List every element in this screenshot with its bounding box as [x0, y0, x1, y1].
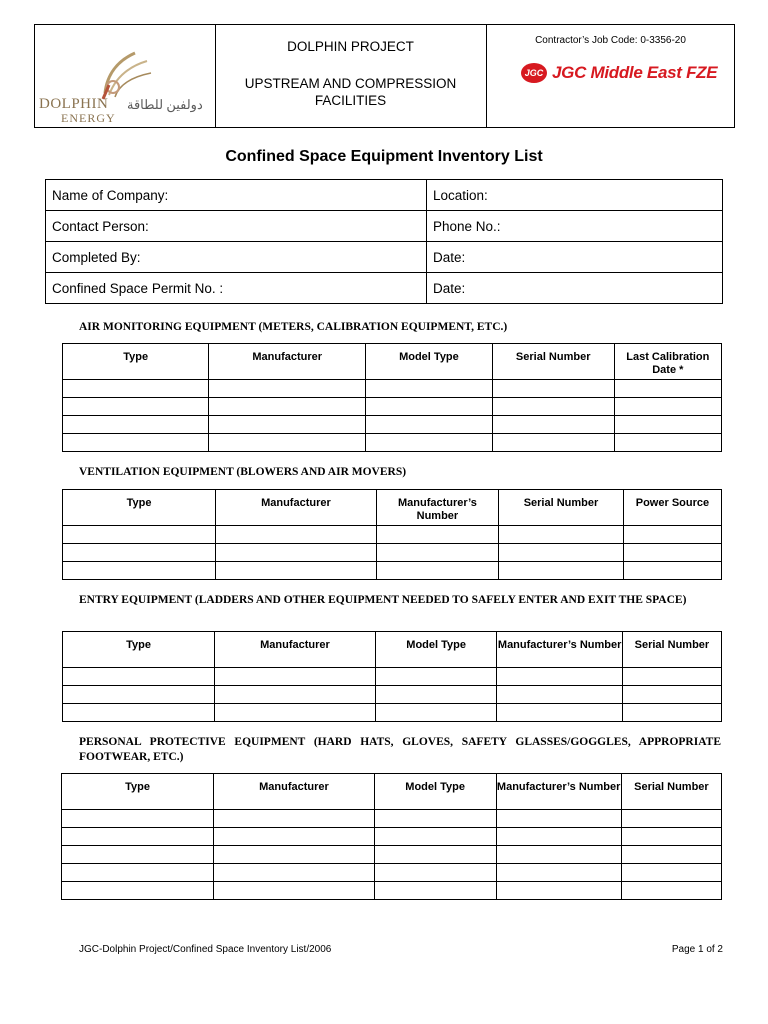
table-row [63, 380, 722, 398]
table-cell[interactable] [375, 686, 497, 704]
table-cell[interactable] [62, 846, 214, 864]
jgc-badge-icon: JGC [521, 63, 547, 83]
section-heading-entry: ENTRY EQUIPMENT (LADDERS AND OTHER EQUIPMENT NEEDED TO SAFELY ENTER AND EXIT THE SPACE) [79, 594, 687, 606]
column-header: Last Calibration Date * [614, 344, 721, 380]
table-row [62, 828, 722, 846]
table-cell[interactable] [366, 398, 493, 416]
column-header: Manufacturer’s Number [497, 632, 622, 668]
table-cell[interactable] [63, 526, 216, 544]
column-header: Manufacturer [216, 490, 377, 526]
table-cell[interactable] [209, 380, 366, 398]
table-cell[interactable] [496, 828, 621, 846]
page-title: Confined Space Equipment Inventory List [225, 148, 543, 165]
date-field-1[interactable]: Date: [427, 242, 723, 273]
table-cell[interactable] [492, 398, 614, 416]
column-header: Serial Number [622, 632, 721, 668]
column-header: Model Type [375, 632, 497, 668]
table-cell[interactable] [374, 810, 496, 828]
table-cell[interactable] [62, 882, 214, 900]
project-name: DOLPHIN PROJECT [287, 39, 414, 54]
table-cell[interactable] [374, 846, 496, 864]
column-header: Type [63, 490, 216, 526]
table-cell[interactable] [62, 828, 214, 846]
footer-document-path: JGC-Dolphin Project/Confined Space Inventory List/2006 [79, 944, 332, 955]
column-header: Serial Number [492, 344, 614, 380]
table-cell[interactable] [496, 864, 621, 882]
table-cell[interactable] [63, 380, 209, 398]
table-cell[interactable] [621, 864, 721, 882]
section-heading-ppe: PERSONAL PROTECTIVE EQUIPMENT (HARD HATS, GLOVES, SAFETY GLASSES/GOGGLES, APPROPRIATE FOOTWEAR, ETC.) [79, 736, 721, 763]
column-header: Type [63, 632, 215, 668]
table-row [63, 544, 722, 562]
table-row [62, 864, 722, 882]
table-cell[interactable] [63, 544, 216, 562]
table-cell[interactable] [614, 416, 721, 434]
logo-wordmark: DOLPHIN ENERGY دولفين للطاقة [39, 96, 203, 125]
table-cell[interactable] [214, 864, 375, 882]
table-cell[interactable] [63, 398, 209, 416]
table-cell[interactable] [376, 562, 498, 580]
info-table [45, 179, 723, 304]
air-monitoring-table [62, 343, 722, 452]
ppe-table [61, 773, 722, 900]
table-cell[interactable] [63, 704, 215, 722]
table-cell[interactable] [63, 416, 209, 434]
table-cell[interactable] [209, 416, 366, 434]
table-cell[interactable] [623, 526, 721, 544]
table-cell[interactable] [375, 704, 497, 722]
table-cell[interactable] [622, 668, 721, 686]
table-row [62, 882, 722, 900]
table-cell[interactable] [374, 864, 496, 882]
table-row [63, 704, 722, 722]
table-cell[interactable] [375, 668, 497, 686]
table-cell[interactable] [215, 668, 376, 686]
table-cell[interactable] [621, 810, 721, 828]
table-cell[interactable] [614, 398, 721, 416]
column-header: Model Type [366, 344, 493, 380]
table-cell[interactable] [492, 434, 614, 452]
table-cell[interactable] [63, 686, 215, 704]
table-cell[interactable] [621, 828, 721, 846]
table-cell[interactable] [209, 398, 366, 416]
column-header: Serial Number [499, 490, 624, 526]
table-cell[interactable] [496, 810, 621, 828]
ventilation-table [62, 489, 722, 580]
company-name: JGC Middle East FZE [552, 63, 718, 82]
table-cell[interactable] [62, 810, 214, 828]
table-header-row [63, 344, 722, 380]
table-cell[interactable] [366, 434, 493, 452]
column-header: Manufacturer [215, 632, 376, 668]
column-header: Serial Number [621, 774, 721, 810]
column-header: Manufacturer [209, 344, 366, 380]
table-cell[interactable] [623, 562, 721, 580]
table-cell[interactable] [497, 668, 622, 686]
table-cell[interactable] [499, 526, 624, 544]
column-header: Type [62, 774, 214, 810]
table-row [63, 398, 722, 416]
table-header-row [63, 632, 722, 668]
column-header: Power Source [623, 490, 721, 526]
table-header-row [63, 490, 722, 526]
contact-person-field[interactable]: Contact Person: [46, 211, 427, 242]
table-row [63, 686, 722, 704]
table-row [63, 416, 722, 434]
table-row [63, 434, 722, 452]
table-cell[interactable] [216, 562, 377, 580]
permit-no-field[interactable]: Confined Space Permit No. : [46, 273, 427, 304]
table-cell[interactable] [374, 828, 496, 846]
completed-by-field[interactable]: Completed By: [46, 242, 427, 273]
table-row [63, 562, 722, 580]
table-cell[interactable] [376, 544, 498, 562]
table-cell[interactable] [63, 668, 215, 686]
table-cell[interactable] [496, 846, 621, 864]
table-cell[interactable] [497, 704, 622, 722]
project-subtitle: UPSTREAM AND COMPRESSION FACILITIES [244, 76, 457, 108]
company-name-field[interactable]: Name of Company: [46, 180, 427, 211]
document-header [34, 24, 735, 128]
table-cell[interactable] [216, 526, 377, 544]
column-header: Model Type [374, 774, 496, 810]
table-cell[interactable] [366, 416, 493, 434]
job-code: Contractor’s Job Code: 0-3356-20 [535, 35, 686, 46]
phone-field[interactable]: Phone No.: [427, 211, 723, 242]
table-cell[interactable] [215, 704, 376, 722]
table-cell[interactable] [62, 864, 214, 882]
table-cell[interactable] [497, 686, 622, 704]
table-cell[interactable] [621, 882, 721, 900]
table-cell[interactable] [623, 544, 721, 562]
date-field-2[interactable]: Date: [427, 273, 723, 304]
table-cell[interactable] [614, 434, 721, 452]
table-cell[interactable] [374, 882, 496, 900]
table-cell[interactable] [214, 846, 375, 864]
jgc-logo [521, 63, 717, 83]
table-cell[interactable] [492, 416, 614, 434]
location-field[interactable]: Location: [427, 180, 723, 211]
column-header: Manufacturer’s Number [376, 490, 498, 526]
column-header: Manufacturer [214, 774, 375, 810]
table-cell[interactable] [63, 562, 216, 580]
table-cell[interactable] [621, 846, 721, 864]
column-header: Manufacturer’s Number [496, 774, 621, 810]
footer-page-number: Page 1 of 2 [671, 944, 723, 955]
table-cell[interactable] [214, 828, 375, 846]
table-cell[interactable] [209, 434, 366, 452]
table-row [62, 810, 722, 828]
table-cell[interactable] [622, 704, 721, 722]
table-cell[interactable] [499, 562, 624, 580]
table-header-row [62, 774, 722, 810]
column-header: Type [63, 344, 209, 380]
dolphin-energy-logo [35, 25, 216, 127]
table-cell[interactable] [215, 686, 376, 704]
table-cell[interactable] [216, 544, 377, 562]
project-title-cell [215, 25, 487, 127]
table-row [63, 668, 722, 686]
table-cell[interactable] [622, 686, 721, 704]
table-cell[interactable] [496, 882, 621, 900]
table-row [63, 526, 722, 544]
section-heading-air-monitoring: AIR MONITORING EQUIPMENT (METERS, CALIBRATION EQUIPMENT, ETC.) [79, 321, 508, 333]
table-cell[interactable] [614, 380, 721, 398]
contractor-cell [487, 25, 734, 127]
entry-equipment-table [62, 631, 722, 722]
table-cell[interactable] [499, 544, 624, 562]
table-cell[interactable] [492, 380, 614, 398]
table-cell[interactable] [63, 434, 209, 452]
table-cell[interactable] [214, 882, 375, 900]
table-cell[interactable] [376, 526, 498, 544]
table-row [62, 846, 722, 864]
table-cell[interactable] [214, 810, 375, 828]
section-heading-ventilation: VENTILATION EQUIPMENT (BLOWERS AND AIR MOVERS) [79, 466, 407, 478]
table-cell[interactable] [366, 380, 493, 398]
